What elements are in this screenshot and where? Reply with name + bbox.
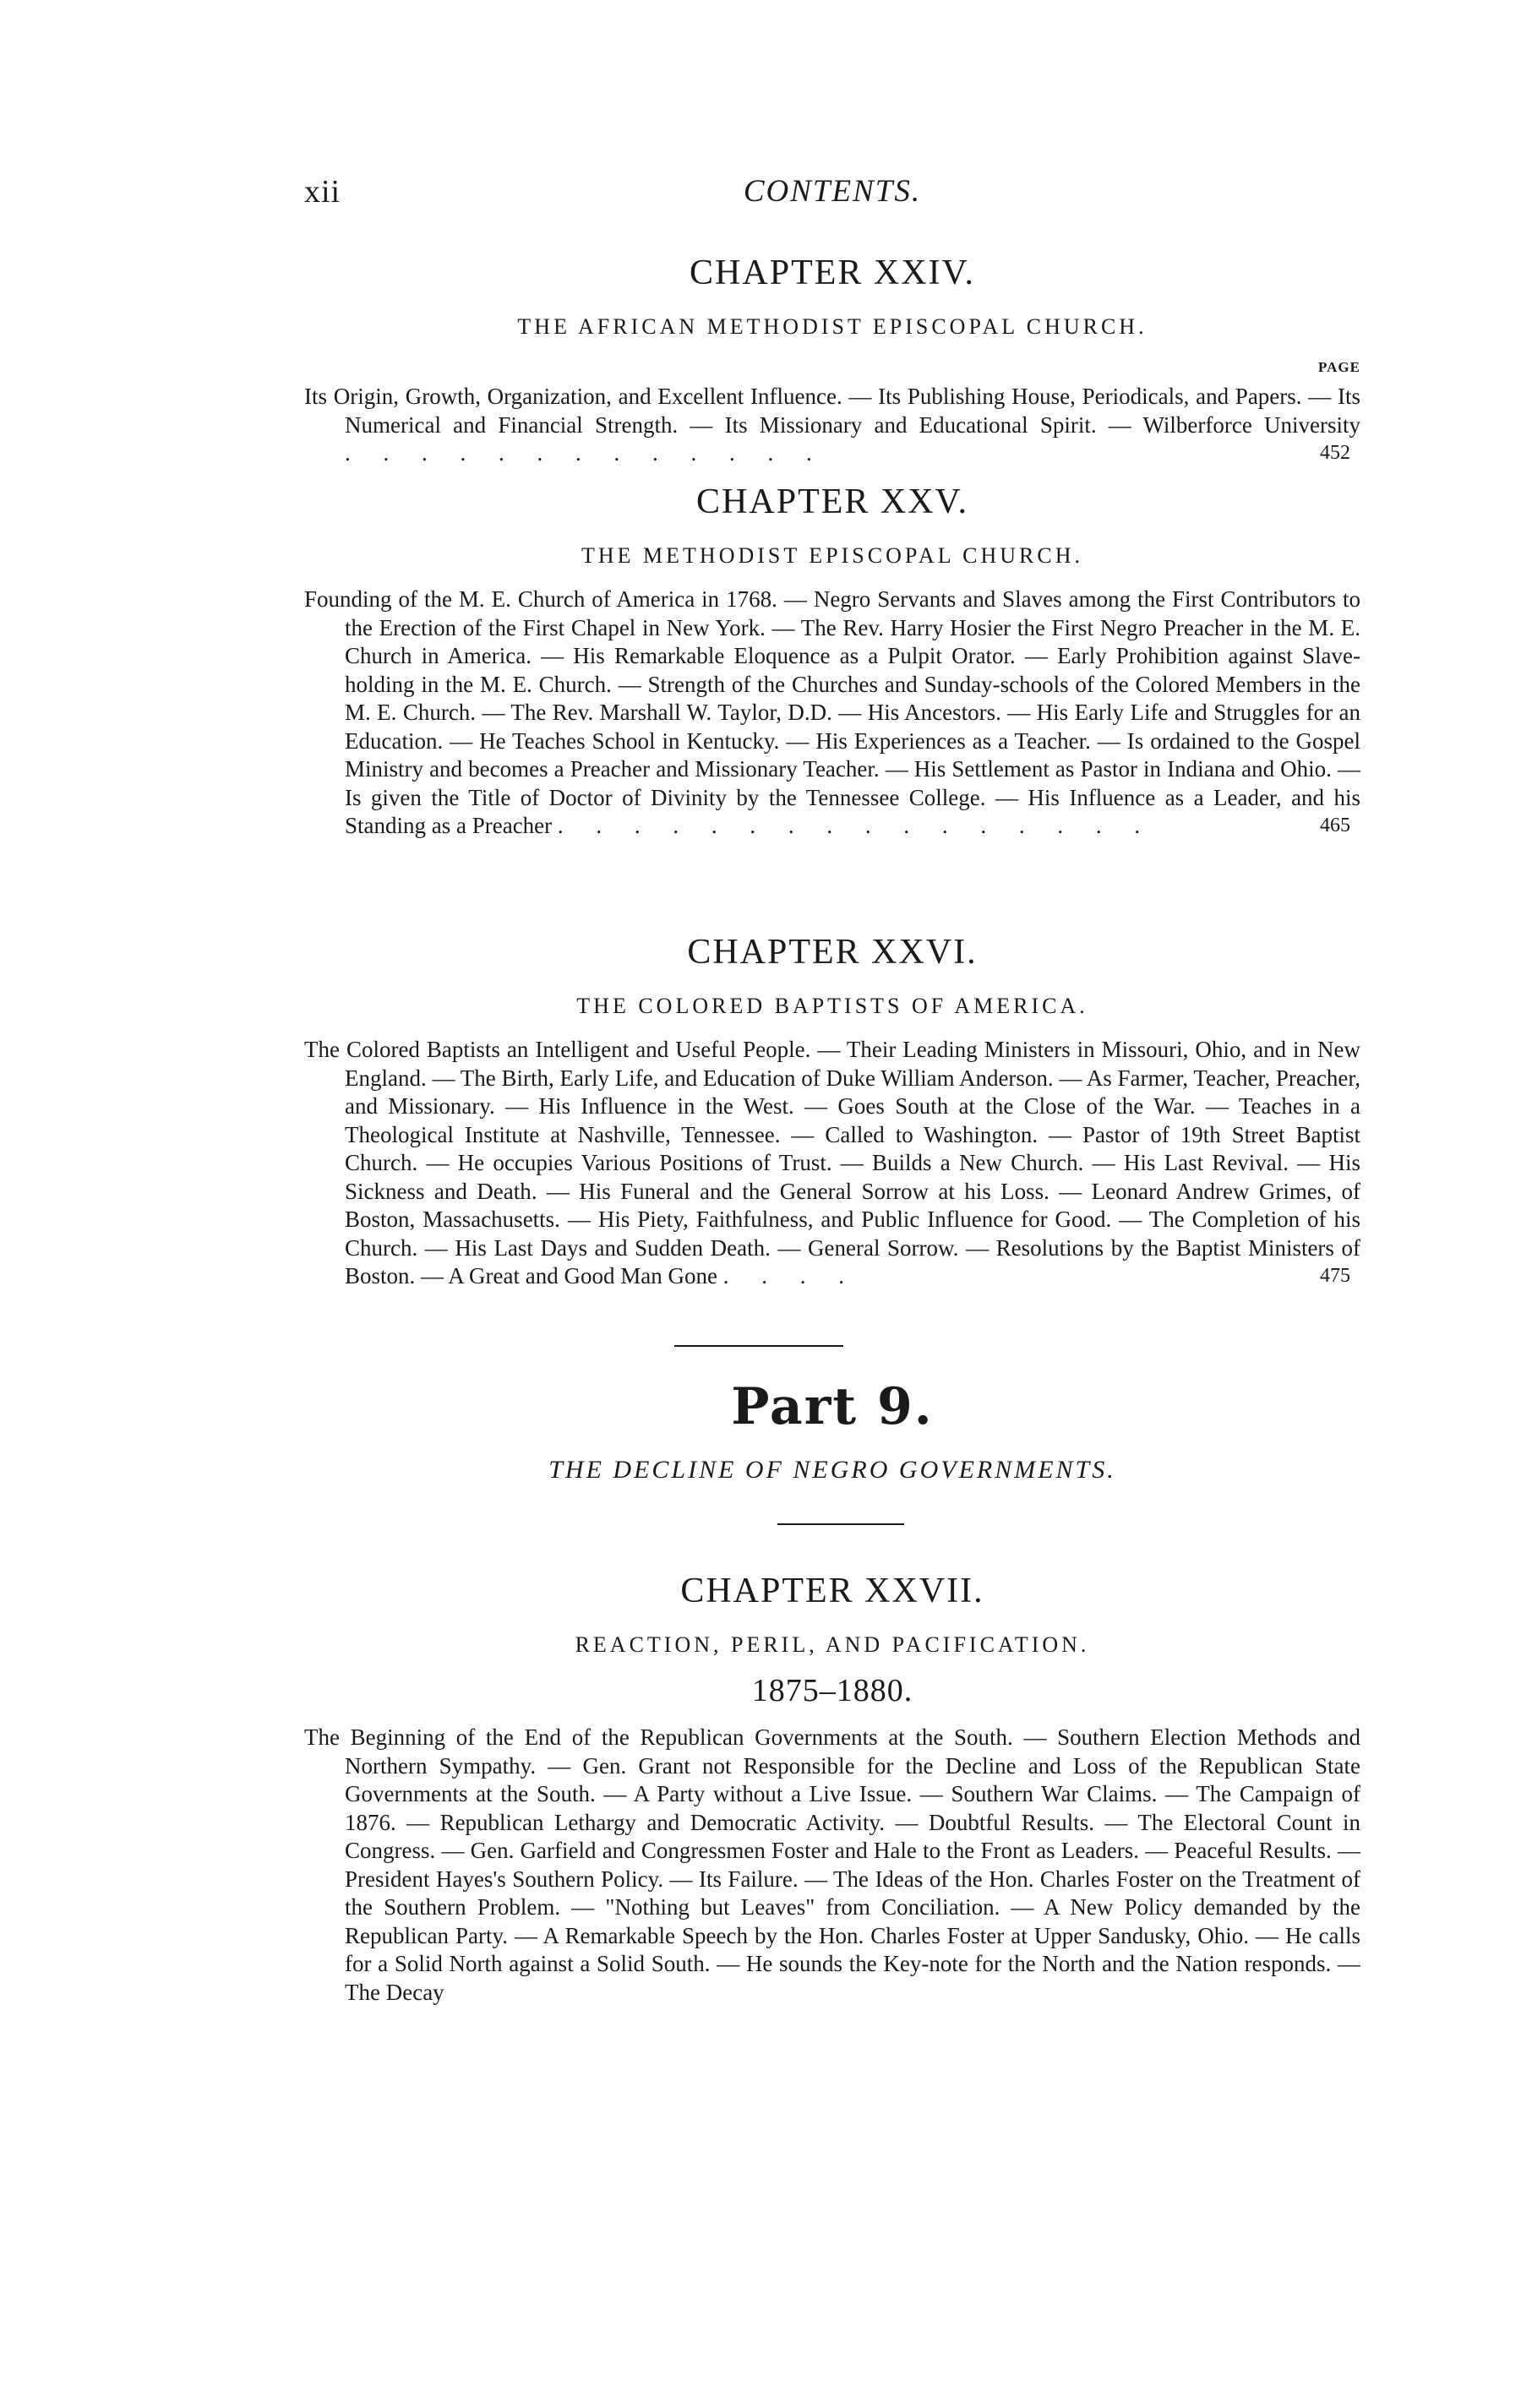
chapter-subtitle: REACTION, PERIL, AND PACIFICATION. [575,1632,1090,1657]
chapter-summary: The Colored Baptists an Intelligent and Useful People. — Their Leading Ministers in Missouri, Ohio, and in New England. — The Birth, Early Life, and Education of Duke William Anderson. — As Farmer, Teacher, Preacher, and Missionary. — His Influence in the West. — Goes South at the Close of the War. — Teaches in a Theological Institute at Nashville, Tennessee. — Called to Washington. — Pastor of 19th Street Baptist Church. — He occupies Various Positions of Trust. — Builds a New Church. — His Last Revival. — His Sickness and Death. — His Funeral and the General Sorrow at his Loss. — Leonard Andrew Grimes, of Boston, Massachusetts. — His Piety, Faithfulness, and Public Influence for Good. — The Completion of his Church. — His Last Days and Sudden Death. — General Sorrow. — Resolutions by the Baptist Ministers of Boston. — A Great and Good Man Gone . . . . 475 [304,1037,1360,1288]
running-title: CONTENTS. [743,174,922,209]
chapter-summary [304,1724,1360,2007]
chapter-subtitle: THE AFRICAN METHODIST EPISCOPAL CHURCH. [517,314,1148,339]
chapter-subtitle: THE COLORED BAPTISTS OF AMERICA. [576,994,1088,1018]
chapter-title: CHAPTER XXIV. [690,253,975,292]
chapter-summary: Founding of the M. E. Church of America in 1768. — Negro Servants and Slaves among the First Contributors to the Erection of the First Chapel in New York. — The Rev. Harry Hosier the First Negro Preacher in the M. E. Church in America. — His Remarkable Eloquence as a Pulpit Orator. — Early Prohibition against Slave-holding in the M. E. Church. — Strength of the Churches and Sunday-schools of the Colored Members in the M. E. Church. — The Rev. Marshall W. Taylor, D.D. — His Ancestors. — His Early Life and Struggles for an Education. — He Teaches School in Kentucky. — His Experiences as a Teacher. — Is ordained to the Gospel Ministry and becomes a Preacher and Missionary Teacher. — His Settlement as Pastor in Indiana and Ohio. — Is given the Title of Doctor of Divinity by the Tennessee College. — His Influence as a Leader, and his Standing as a Preacher . . . . . . . . . . . . . . . . 465 [304,586,1360,838]
divider-rule-short [777,1523,904,1525]
chapter-27 [304,1573,1360,2007]
summary-text: Founding of the M. E. Church of America in 1768. — Negro Servants and Slaves among the First Contributors to the Erection of the First Chapel in New York. — The Rev. Harry Hosier the First Negro Preacher in the M. E. Church in America. — His Remarkable Eloquence as a Pulpit Orator. — Early Prohibition against Slave-holding in the M. E. Church. — Strength of the Churches and Sunday-schools of the Colored Members in the M. E. Church. — The Rev. Marshall W. Taylor, D.D. — His Ancestors. — His Early Life and Struggles for an Education. — He Teaches School in Kentucky. — His Experiences as a Teacher. — Is ordained to the Gospel Ministry and becomes a Preacher and Missionary Teacher. — His Settlement as Pastor in Indiana and Ohio. — Is given the Title of Doctor of Divinity by the Tennessee College. — His Influence as a Leader, and his Standing as a Preacher [304,586,1360,838]
summary-text: The Colored Baptists an Intelligent and Useful People. — Their Leading Ministers in Missouri, Ohio, and in New England. — The Birth, Early Life, and Education of Duke William Anderson. — As Farmer, Teacher, Preacher, and Missionary. — His Influence in the West. — Goes South at the Close of the War. — Teaches in a Theological Institute at Nashville, Tennessee. — Called to Washington. — Pastor of 19th Street Baptist Church. — He occupies Various Positions of Trust. — Builds a New Church. — His Last Revival. — His Sickness and Death. — His Funeral and the General Sorrow at his Loss. — Leonard Andrew Grimes, of Boston, Massachusetts. — His Piety, Faithfulness, and Public Influence for Good. — The Completion of his Church. — His Last Days and Sudden Death. — General Sorrow. — Resolutions by the Baptist Ministers of Boston. — A Great and Good Man Gone [304,1037,1360,1288]
divider-rule [674,1345,843,1347]
summary-text: The Beginning of the End of the Republican Governments at the South. — Southern Election Methods and Northern Sympathy. — Gen. Grant not Responsible for the Decline and Loss of the Republican State Governments at the South. — A Party without a Live Issue. — Southern War Claims. — The Campaign of 1876. — Republican Lethargy and Democratic Activity. — Doubtful Results. — The Electoral Count in Congress. — Gen. Garfield and Congressmen Foster and Hale to the Front as Leaders. — Peaceful Results. — President Hayes's Southern Policy. — Its Failure. — The Ideas of the Hon. Charles Foster on the Treatment of the Southern Problem. — "Nothing but Leaves" from Conciliation. — A New Policy demanded by the Republican Party. — A Remarkable Speech by the Hon. Charles Foster at Upper Sandusky, Ohio. — He calls for a Solid North against a Solid South. — He sounds the Key-note for the North and the Nation responds. — The Decay [304,1724,1360,2005]
chapter-subtitle: THE METHODIST EPISCOPAL CHURCH. [581,543,1083,568]
chapter-years: 1875–1880. [751,1673,913,1708]
page-header [304,173,1360,224]
chapter-25 [304,484,1360,841]
folio: xii [304,174,341,210]
chapter-title: CHAPTER XXV. [696,482,968,521]
summary-text: Its Origin, Growth, Organization, and Excellent Influence. — Its Publishing House, Periodicals, and Papers. — Its Numerical and Financial Strength. — Its Missionary and Educational Spirit. — Wilberforce University [304,384,1360,438]
chapter-24 [304,255,1360,468]
part-subtitle: THE DECLINE OF NEGRO GOVERNMENTS. [548,1456,1116,1484]
chapter-title: CHAPTER XXVI. [687,933,978,972]
chapter-26 [304,934,1360,1291]
page-column-label: PAGE [1318,359,1360,375]
chapter-title: CHAPTER XXVII. [680,1572,984,1610]
chapter-summary: Its Origin, Growth, Organization, and Excellent Influence. — Its Publishing House, Periodicals, and Papers. — Its Numerical and Financial Strength. — Its Missionary and Educational Spirit. — Wilberforce University . . . . . . . . . . . . . 452 [304,384,1360,466]
part-title: Part 9. [731,1377,934,1436]
